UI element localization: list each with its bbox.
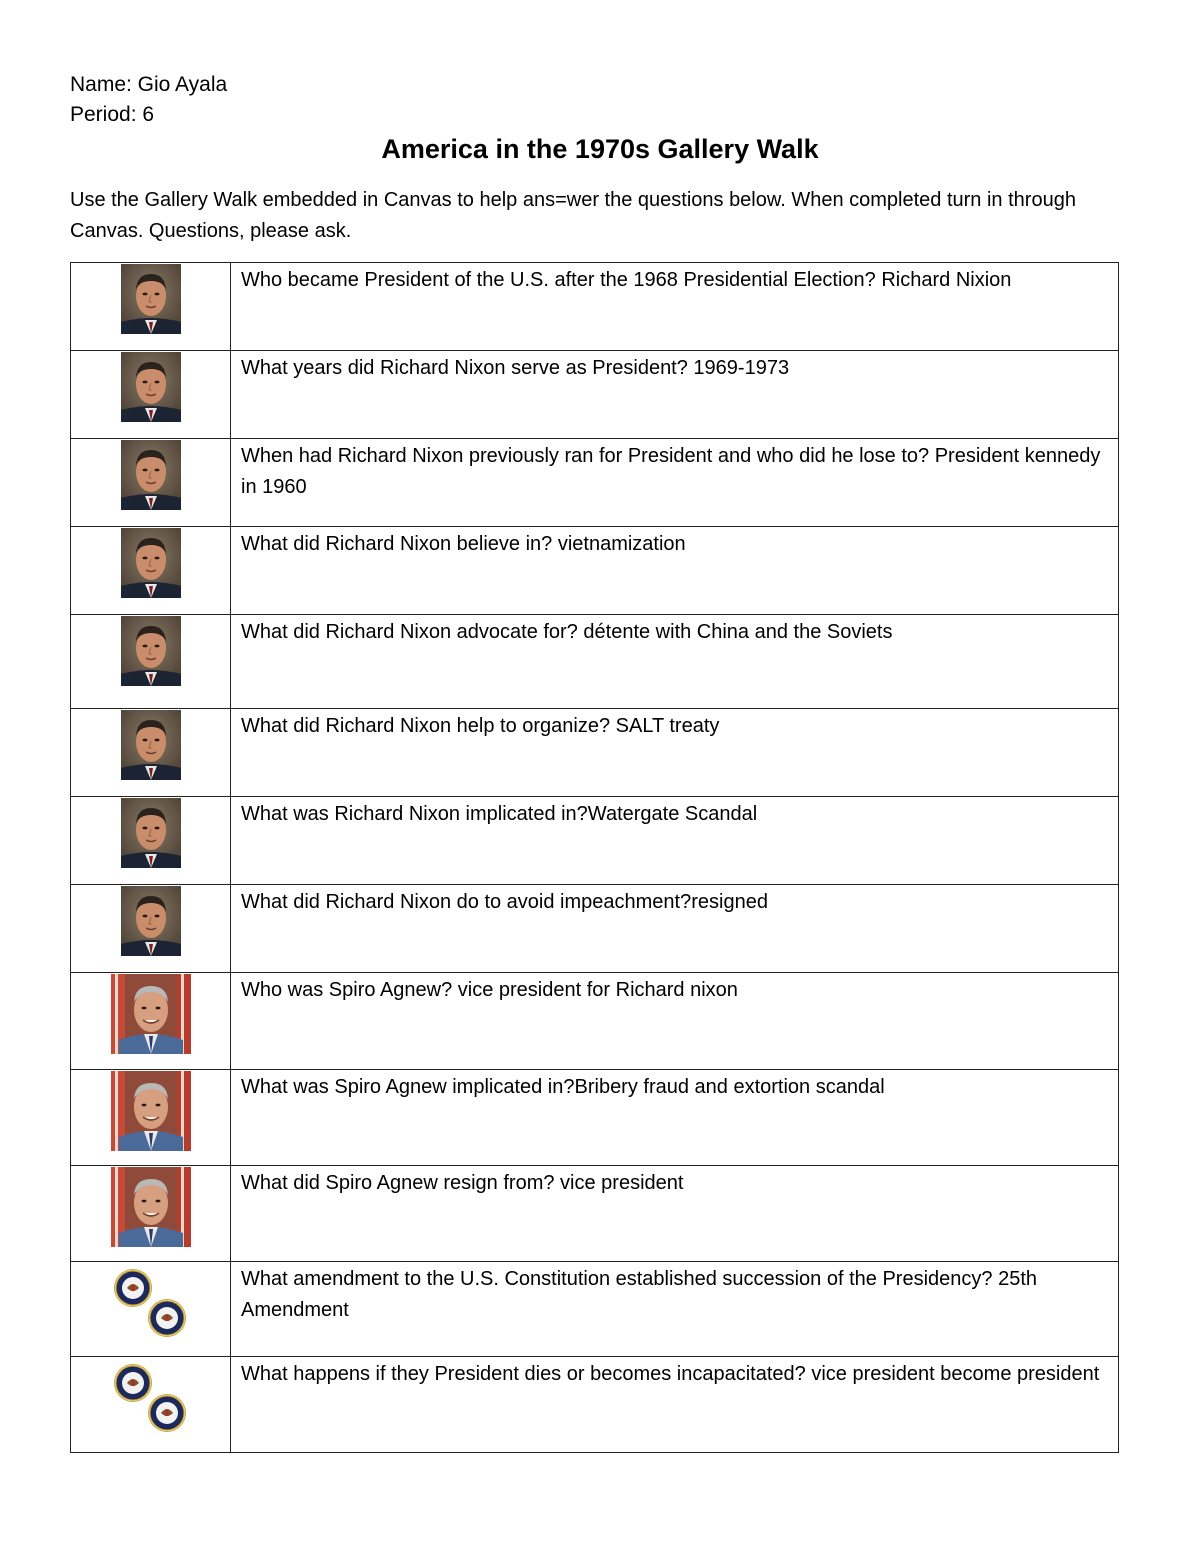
presidential-seals bbox=[109, 1266, 193, 1342]
question-text: Who became President of the U.S. after the 1968 Presidential Election? Richard Nixion bbox=[231, 263, 1119, 351]
question-text: What years did Richard Nixon serve as President? 1969-1973 bbox=[231, 351, 1119, 439]
portrait-cell bbox=[71, 709, 231, 797]
portrait-cell bbox=[71, 263, 231, 351]
question-text: What did Richard Nixon believe in? vietnamization bbox=[231, 527, 1119, 615]
portrait-cell bbox=[71, 1262, 231, 1357]
question-row bbox=[71, 1070, 1119, 1166]
richard-nixon-portrait bbox=[121, 440, 181, 510]
spiro-agnew-portrait bbox=[111, 974, 191, 1054]
question-row bbox=[71, 1357, 1119, 1453]
question-text: What was Richard Nixon implicated in?Watergate Scandal bbox=[231, 797, 1119, 885]
question-row bbox=[71, 615, 1119, 709]
richard-nixon-portrait bbox=[121, 528, 181, 598]
question-text: What did Richard Nixon advocate for? détente with China and the Soviets bbox=[231, 615, 1119, 709]
question-row bbox=[71, 351, 1119, 439]
portrait-cell bbox=[71, 797, 231, 885]
richard-nixon-portrait bbox=[121, 710, 181, 780]
richard-nixon-portrait bbox=[121, 886, 181, 956]
question-text: When had Richard Nixon previously ran for President and who did he lose to? President kennedy in 1960 bbox=[231, 439, 1119, 527]
portrait-cell bbox=[71, 1357, 231, 1453]
question-text: What did Richard Nixon do to avoid impeachment?resigned bbox=[231, 885, 1119, 973]
question-text: Who was Spiro Agnew? vice president for Richard nixon bbox=[231, 973, 1119, 1070]
question-row bbox=[71, 973, 1119, 1070]
page-title: America in the 1970s Gallery Walk bbox=[381, 134, 819, 164]
portrait-cell bbox=[71, 615, 231, 709]
question-row bbox=[71, 527, 1119, 615]
portrait-cell bbox=[71, 973, 231, 1070]
portrait-cell bbox=[71, 1166, 231, 1262]
instructions: Use the Gallery Walk embedded in Canvas to help ans=wer the questions below. When completed turn in through Canvas. Questions, please ask. bbox=[70, 189, 1076, 242]
question-row bbox=[71, 885, 1119, 973]
question-row bbox=[71, 439, 1119, 527]
question-text: What happens if they President dies or becomes incapacitated? vice president become president bbox=[231, 1357, 1119, 1453]
spiro-agnew-portrait bbox=[111, 1167, 191, 1247]
question-text: What did Spiro Agnew resign from? vice president bbox=[231, 1166, 1119, 1262]
class-period: Period: 6 bbox=[70, 103, 155, 126]
question-text: What amendment to the U.S. Constitution established succession of the Presidency? 25th Amendment bbox=[231, 1262, 1119, 1357]
richard-nixon-portrait bbox=[121, 616, 181, 686]
portrait-cell bbox=[71, 351, 231, 439]
question-text: What did Richard Nixon help to organize? SALT treaty bbox=[231, 709, 1119, 797]
question-row bbox=[71, 1166, 1119, 1262]
richard-nixon-portrait bbox=[121, 798, 181, 868]
portrait-cell bbox=[71, 527, 231, 615]
portrait-cell bbox=[71, 439, 231, 527]
spiro-agnew-portrait bbox=[111, 1071, 191, 1151]
richard-nixon-portrait bbox=[121, 264, 181, 334]
question-row bbox=[71, 797, 1119, 885]
question-text: What was Spiro Agnew implicated in?Bribery fraud and extortion scandal bbox=[231, 1070, 1119, 1166]
portrait-cell bbox=[71, 885, 231, 973]
question-row bbox=[71, 263, 1119, 351]
question-row bbox=[71, 1262, 1119, 1357]
question-table bbox=[70, 262, 1119, 1453]
question-row bbox=[71, 709, 1119, 797]
richard-nixon-portrait bbox=[121, 352, 181, 422]
student-name: Name: Gio Ayala bbox=[70, 73, 228, 96]
presidential-seals bbox=[109, 1361, 193, 1437]
portrait-cell bbox=[71, 1070, 231, 1166]
